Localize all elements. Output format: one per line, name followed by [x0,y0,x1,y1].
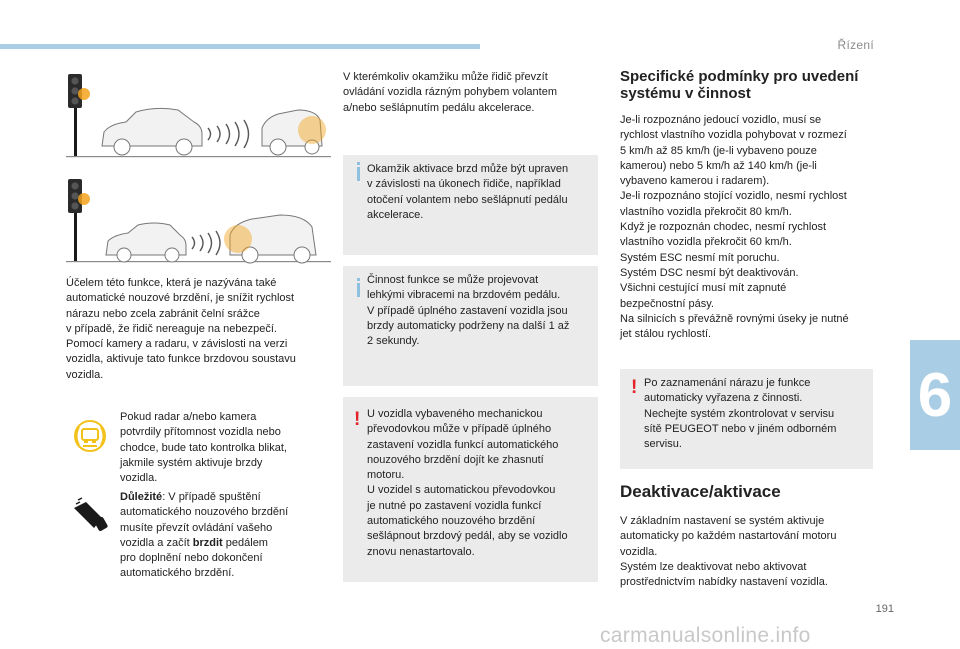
page-number: 191 [875,603,894,615]
info-note-vibration [343,266,598,386]
driver-override-paragraph: V kterémkoliv okamžiku může řidič převzít ovládání vozidla rázným pohybem volantem a/nebo sešlápnutím pedálu akcelerace. [343,71,558,114]
info-note-brake-timing [343,155,598,255]
warning-note-text: Po zaznamenání nárazu je funkce automaticky vyřazena z činnosti. Nechejte systém zkontrolovat v servisu sítě PEUGEOT nebo v jiném odborném servisu. [644,377,837,451]
info-mark-icon [357,167,360,181]
driver-note-part-1: : V případě spuštění automatického nouzového brzdění musíte převzít ovládání vašeho vozidla a začít [120,491,289,549]
deactivation-heading: Deaktivace/aktivace [620,482,781,501]
warning-exclamation-icon: ! [631,377,638,398]
traffic-light-car-illustration-1 [66,70,331,160]
info-note-text: Činnost funkce se může projevovat lehkými vibracemi na brzdovém pedálu. V případě úplného zastavení vozidla jsou brzdy automaticky podrženy na další 1 až 2 sekundy. [367,274,570,348]
warning-note-text: U vozidla vybaveného mechanickou převodovkou může v případě úplného zastavení vozidla funkcí automatického nouzového brzdění dojít ke zhasnutí motoru. U vozidel s automatickou převodovkou je nutné po zastavení vozidla funkcí automatického nouzového brzdění sešlápnout brzdový pedál, aby se vozidlo znovu nenastartovalo. [367,408,568,558]
driver-takeover-text [120,490,330,582]
driver-note-part-2: pedálem pro doplnění nebo dokončení automatického brzdění. [120,536,268,580]
info-mark-icon [357,283,360,297]
section-title: Řízení [837,38,874,52]
chapter-tab: 6 [910,340,960,450]
traffic-light-car-illustration-2 [66,175,331,265]
emergency-braking-warning-light-icon [72,418,108,454]
conditions-heading: Specifické podmínky pro uvedení systému v činnost [620,68,859,102]
info-note-text: Okamžik aktivace brzd může být upraven v závislosti na úkonech řidiče, například otočení volantem nebo sešlápnutí pedálu akcelerace. [367,163,569,221]
watermark: carmanualsonline.info [600,624,811,647]
warning-note-collision [620,369,873,469]
warning-note-manual-gearbox [343,397,598,582]
conditions-paragraph: Je-li rozpoznáno jedoucí vozidlo, musí se rychlost vlastního vozidla pohybovat v rozmezí 5 km/h až 85 km/h (je-li vybaveno pouze kamerou) nebo 5 km/h až 140 km/h (je-li vybaveno kamerou i radarem). Je-li rozpoznáno stojící vozidlo, nesmí rychlost vlastního vozidla překročit 80 km/h. Když je rozpoznán chodec, nesmí rychlost vlastního vozidla překročit 60 km/h. Systém ESC nesmí mít poruchu. Systém DSC nesmí být deaktivován. Všichni cestující musí mít zapnuté bezpečnostní pásy. Na silnicích s převážně rovnými úseky je nutné jet stálou rychlostí. [620,114,849,341]
foot-on-brake-pedal-icon [72,496,110,532]
deactivation-paragraph: V základním nastavení se systém aktivuje automaticky po každém nastartování motoru vozidla. Systém lze deaktivovat nebo aktivovat prostřednictvím nabídky nastavení vozidla. [620,515,837,589]
important-label: Důležité [120,491,163,503]
warning-exclamation-icon: ! [354,409,361,430]
brake-emphasis: brzdit [192,536,223,549]
radar-warning-light-text: Pokud radar a/nebo kamera potvrdily přítomnost vozidla nebo chodce, bude tato kontrolka blikat, jakmile systém aktivuje brzdy vozidla. [120,411,287,485]
intro-paragraph: Účelem této funkce, která je nazývána také automatické nouzové brzdění, je snížit rychlost nárazu nebo zcela zabránit čelní srážce v případě, že řidič nereaguje na nebezpečí. Pomocí kamery a radaru, v závislosti na verzi vozidla, aktivuje tato funkce brzdovou soustavu vozidla. [66,277,296,381]
header-accent-bar [0,44,480,49]
